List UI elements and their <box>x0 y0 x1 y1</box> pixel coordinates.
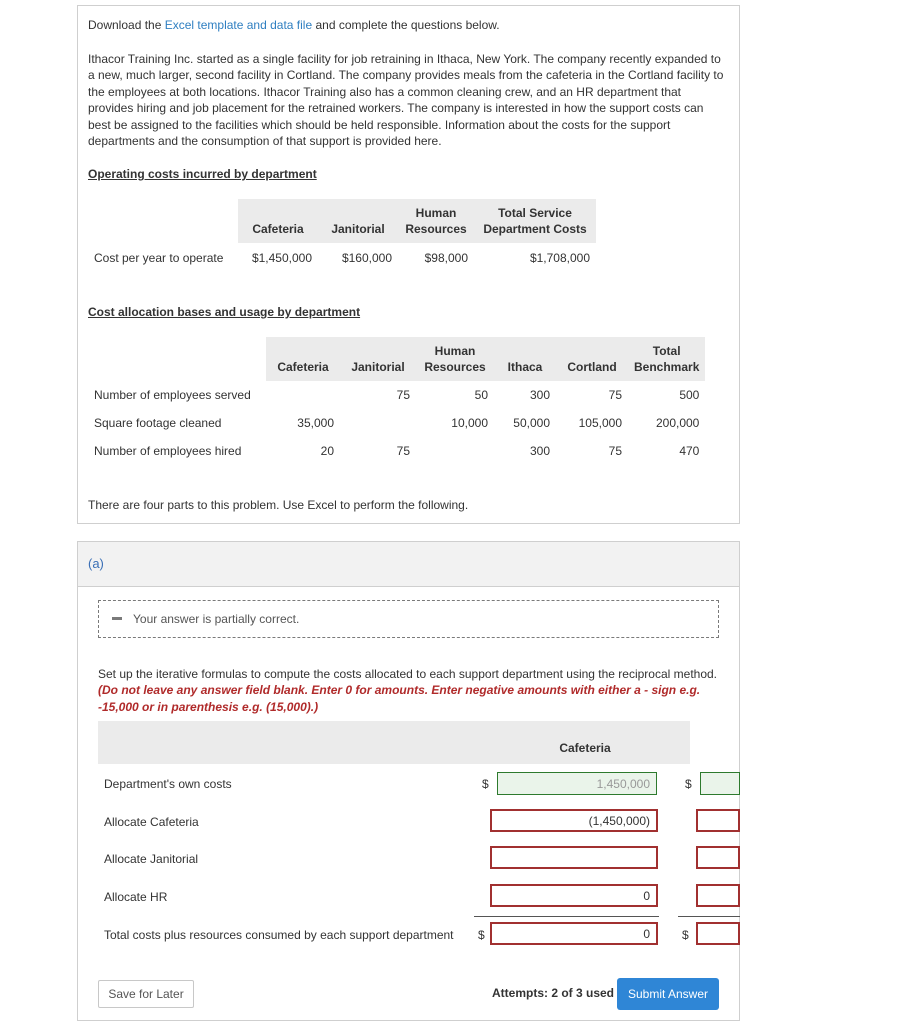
operating-header-cafeteria: Cafeteria <box>238 199 318 243</box>
answer-table-header <box>98 721 690 764</box>
answer-header-cafeteria: Cafeteria <box>559 741 611 755</box>
excel-template-link[interactable]: Excel template and data file <box>164 18 313 32</box>
total-rule <box>678 916 740 917</box>
allocation-title: Cost allocation bases and usage by department <box>88 305 361 319</box>
intro-paragraph: Ithacor Training Inc. started as a single facility for job retraining in Ithaca, New York. The company recently expanded to a new, much larger, second facility in Cortland. The company provides meals from the cafeteria in the Cortland facility to the employees at both locations. Ithacor Training also has a common cleaning crew, and an HR department that provides hiring and job placement for the retrained workers. The company is interested in how the support costs can best be assigned to the facilities which should be held responsible. Information about the costs for the support departments and the consumption of that support is provided here. <box>88 52 724 149</box>
own-costs-next-input[interactable] <box>700 772 740 795</box>
allocation-cell: 50 <box>474 388 488 402</box>
allocation-header-janitorial: Janitorial <box>340 337 416 381</box>
allocate-hr-input[interactable] <box>490 884 658 907</box>
allocate-janitorial-next-input[interactable] <box>696 846 740 869</box>
row-label-allocate-cafeteria: Allocate Cafeteria <box>104 815 199 829</box>
allocate-cafeteria-next-input[interactable] <box>696 809 740 832</box>
allocation-row <box>88 437 705 465</box>
row-label-own-costs: Department's own costs <box>104 777 232 791</box>
allocation-cell: 300 <box>529 388 550 402</box>
part-a-label: (a) <box>88 556 104 571</box>
instruction-warning: (Do not leave any answer field blank. Enter 0 for amounts. Enter negative amounts with either a - sign e.g. -15,000 or in parenthesis e.g. (15,000).) <box>98 683 701 714</box>
allocation-cell: 470 <box>679 444 700 458</box>
allocation-cell: 75 <box>608 388 622 402</box>
attempts-counter: Attempts: 2 of 3 used <box>492 986 615 1000</box>
allocation-row-label: Square footage cleaned <box>94 416 222 430</box>
allocation-cell: 10,000 <box>451 416 488 430</box>
part-a-header <box>78 542 739 587</box>
own-costs-cafeteria-input[interactable] <box>497 772 657 795</box>
allocation-header-cortland: Cortland <box>556 337 628 381</box>
operating-costs-table <box>88 199 596 273</box>
allocate-janitorial-input[interactable] <box>490 846 658 869</box>
operating-header-janitorial: Janitorial <box>318 199 398 243</box>
partial-correct-text: Your answer is partially correct. <box>133 612 300 626</box>
operating-header-total: Total Service Department Costs <box>474 199 596 243</box>
partial-minus-icon <box>112 617 122 620</box>
operating-costs-title: Operating costs incurred by department <box>88 167 317 181</box>
partial-correct-notice <box>98 600 719 638</box>
row-label-allocate-hr: Allocate HR <box>104 890 168 904</box>
dollar-sign: $ <box>478 928 485 942</box>
allocate-cafeteria-input[interactable] <box>490 809 658 832</box>
allocation-row-label: Number of employees served <box>94 388 251 402</box>
allocation-cell <box>340 409 416 437</box>
dollar-sign: $ <box>482 777 489 791</box>
allocation-cell: 105,000 <box>578 416 622 430</box>
allocation-table <box>88 337 705 465</box>
allocation-header-hr: Human Resources <box>416 337 494 381</box>
allocation-cell: 35,000 <box>297 416 334 430</box>
operating-total-value: $1,708,000 <box>529 251 590 265</box>
four-parts-note: There are four parts to this problem. Use Excel to perform the following. <box>88 498 469 512</box>
allocation-row-label: Number of employees hired <box>94 444 242 458</box>
allocation-row <box>88 409 705 437</box>
allocation-cell: 200,000 <box>655 416 700 430</box>
allocation-cell: 500 <box>679 388 700 402</box>
row-label-allocate-janitorial: Allocate Janitorial <box>104 852 199 866</box>
allocation-cell: 75 <box>396 444 410 458</box>
allocation-cell: 300 <box>529 444 550 458</box>
allocate-hr-next-input[interactable] <box>696 884 740 907</box>
operating-row <box>88 243 596 273</box>
allocation-cell <box>416 437 494 465</box>
operating-row-label: Cost per year to operate <box>94 251 224 265</box>
allocation-header-ithaca: Ithaca <box>494 337 556 381</box>
total-rule <box>474 916 659 917</box>
operating-header-blank <box>88 199 238 243</box>
operating-hr-value: $98,000 <box>424 251 468 265</box>
allocation-header-blank <box>88 337 266 381</box>
allocation-cell: 50,000 <box>513 416 550 430</box>
operating-cafeteria-value: $1,450,000 <box>251 251 312 265</box>
save-for-later-button[interactable]: Save for Later <box>98 980 194 1008</box>
part-a-panel <box>77 541 740 1021</box>
allocation-cell: 75 <box>396 388 410 402</box>
instruction-text: Set up the iterative formulas to compute the costs allocated to each support department using the reciprocal method. <box>98 667 718 681</box>
allocation-cell: 75 <box>608 444 622 458</box>
allocation-header-total: Total Benchmark <box>628 337 705 381</box>
download-prefix: Download the <box>88 18 165 32</box>
download-suffix: and complete the questions below. <box>312 18 500 32</box>
problem-statement-panel <box>77 5 740 524</box>
part-a-instruction <box>98 666 718 715</box>
download-line <box>88 17 500 33</box>
dollar-sign: $ <box>685 777 692 791</box>
operating-header-hr: Human Resources <box>398 199 474 243</box>
allocation-cell: 20 <box>320 444 334 458</box>
total-next-input[interactable] <box>696 922 740 945</box>
submit-answer-button[interactable]: Submit Answer <box>617 978 719 1010</box>
operating-janitorial-value: $160,000 <box>341 251 392 265</box>
allocation-row <box>88 381 705 409</box>
total-cafeteria-input[interactable] <box>490 922 658 945</box>
dollar-sign: $ <box>682 928 689 942</box>
allocation-header-cafeteria: Cafeteria <box>266 337 340 381</box>
allocation-cell <box>266 381 340 409</box>
row-label-total: Total costs plus resources consumed by each support department <box>104 928 454 942</box>
